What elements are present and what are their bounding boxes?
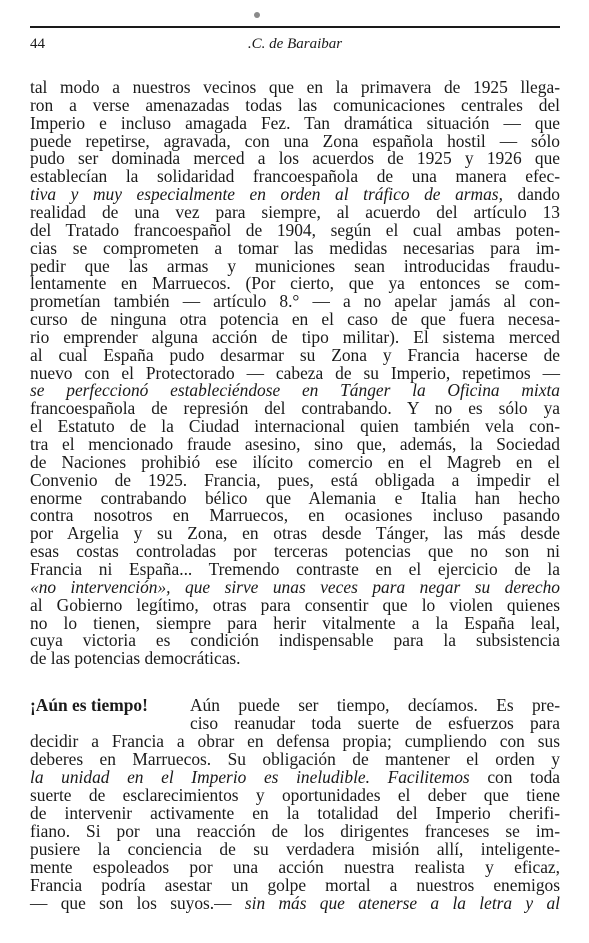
text-segment: rio emprender alguna acción de tipo militar). El sistema merced: [30, 326, 560, 347]
text-segment: con toda: [469, 767, 560, 787]
text-segment: lentamente en Marruecos. (Por cierto, que ya entonces se com-: [30, 273, 560, 294]
text-segment: puede repetirse, agravada, con una Zona española hostil — sólo: [30, 130, 560, 151]
text-segment: contra nosotros en Marruecos, en ocasiones incluso pasando: [30, 505, 560, 526]
text-segment: enorme contrabando bélico que Alemania e Italia han hecho: [30, 487, 560, 508]
text-segment: cias se comprometen a tomar las medidas necesarias para im-: [30, 237, 560, 258]
header-ornament: [254, 12, 260, 18]
text-segment: Francia podría asestar un golpe mortal a nuestros enemigos: [30, 875, 560, 895]
text-segment: tra el mencionado fraude asesino, sino que, además, la Sociedad: [30, 434, 560, 454]
paragraph2-line: [30, 893, 560, 914]
text-segment: al Gobierno legítimo, otras para consentir que lo violen quienes: [30, 594, 560, 615]
text-segment: Aún puede ser tiempo, decíamos. Es pre-: [190, 695, 560, 715]
text-segment: pusiere la conciencia de su verdadera misión allí, inteligente-: [30, 839, 560, 859]
text-segment: «no intervención», que sirve unas veces para negar su derecho: [30, 576, 560, 597]
text-segment: el Estatuto de la Ciudad internacional quien también vela con-: [30, 416, 560, 437]
text-segment: al cual España pudo desarmar su Zona y Francia hacerse de: [30, 344, 560, 365]
text-segment: sin más que atenerse a la letra y al: [244, 893, 560, 913]
running-title: .C. de Baraibar: [247, 36, 343, 52]
section-heading: ¡Aún es tiempo!: [30, 695, 148, 715]
text-segment: del Tratado francoespañol de 1904, según el cual ambas poten-: [30, 219, 560, 240]
text-segment: suerte de esclarecimientos y oportunidades el deber que tiene: [30, 785, 560, 805]
text-segment: dando: [502, 184, 560, 205]
text-segment: ciso reanudar toda suerte de esfuerzos para: [190, 713, 560, 733]
text-segment: no lo tienen, siempre para herir vitalmente a la España leal,: [30, 612, 560, 633]
text-segment: ron a verse amenazadas todas las comunicaciones centrales del: [30, 94, 560, 115]
text-segment: la unidad en el Imperio es ineludible. Facilitemos: [30, 767, 470, 787]
text-segment: mente espoleados por una acción nuestra realista y eficaz,: [30, 857, 560, 877]
text-segment: tiva y muy especialmente en orden al tráfico de armas,: [30, 184, 503, 205]
text-segment: francoespañola de represión del contrabando. Y no es sólo ya: [30, 398, 560, 419]
header-rule: [30, 26, 560, 28]
text-segment: de las potencias democráticas.: [30, 648, 241, 669]
text-segment: se perfeccionó estableciéndose en Tánger la Oficina mixta: [30, 380, 560, 401]
text-segment: nuevo con el Protectorado — cabeza de su Imperio, repetimos —: [30, 362, 560, 383]
text-segment: esas costas controladas por terceras potencias que no son ni: [30, 541, 560, 562]
text-segment: curso de ninguna otra potencia en el caso de que fuera necesa-: [30, 309, 560, 330]
text-segment: fiano. Si por una reacción de los dirigentes franceses se im-: [30, 821, 560, 841]
text-segment: de Naciones prohibió ese ilícito comercio en el Magreb en el: [30, 451, 560, 472]
text-segment: pudo ser dominada merced a los acuerdos de 1925 y 1926 que: [30, 148, 560, 169]
text-segment: pedir que las armas y municiones sean introducidas fraudu-: [30, 255, 560, 276]
text-segment: realidad de una vez para siempre, al acuerdo del artículo 13: [30, 201, 560, 222]
text-segment: tal modo a nuestros vecinos que en la primavera de 1925 llega-: [30, 77, 560, 97]
text-segment: cuya victoria es condición indispensable para la subsistencia: [30, 630, 560, 651]
page-number: 44: [30, 36, 45, 52]
text-segment: prometían también — artículo 8.° — a no apelar jamás al con-: [30, 291, 560, 312]
text-segment: por Argelia y su Zona, en otras desde Tánger, las más desde: [30, 523, 560, 544]
paragraph1-line: [30, 648, 560, 669]
text-segment: Francia ni España... Tremendo contraste en el ejercicio de la: [30, 558, 560, 579]
text-segment: decidir a Francia a obrar en defensa propia; cumpliendo con sus: [30, 731, 560, 751]
text-segment: Imperio e incluso amagada Fez. Tan dramática situación — que: [30, 112, 560, 133]
text-segment: — que son los suyos.—: [30, 893, 245, 913]
running-head: [30, 34, 560, 54]
text-segment: establecían la solidaridad francoespañola de una manera efec-: [30, 166, 560, 187]
text-segment: Convenio de 1925. Francia, pues, está obligada a impedir el: [30, 469, 560, 490]
text-segment: de intervenir activamente en la totalidad del Imperio cherifi-: [30, 803, 560, 823]
text-segment: deberes en Marruecos. Su obligación de mantener el orden y: [30, 749, 560, 769]
